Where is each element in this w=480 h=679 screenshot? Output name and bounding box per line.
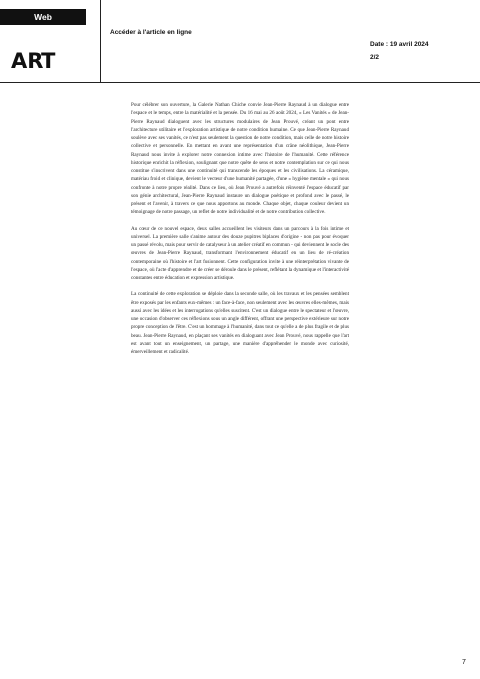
article-date: Date : 19 avril 2024 xyxy=(370,41,429,48)
logo-letter-a: A xyxy=(12,49,28,73)
header-vertical-divider xyxy=(100,0,101,82)
header-horizontal-divider xyxy=(0,82,480,83)
logo-letter-r: R xyxy=(27,49,43,73)
article-body xyxy=(131,101,349,364)
publication-logo xyxy=(12,51,56,72)
web-tag: Web xyxy=(0,9,86,25)
article-paragraph-3: La continuité de cette exploration se déploie dans la seconde salle, où les travaux et les pensées semblent être exposés par les enfants eux-mêmes : un face-à-face, non seulement avec les œuvres elles-mêmes, mais aussi avec les idées et les interrogations qu'elles suscitent. C'est un dialogue entre le spectateur et l'œuvre, une occasion d'observer ces réflexions sous un angle différent, offrant une perspective extérieure sur notre propre conception de l'être. C'est un hommage à l'humanité, dans tout ce qu'elle a de plus fragile et de plus beau. Jean-Pierre Raynaud, en plaçant ses vanités en dialoguant avec Jean Prouvé, nous rappelle que l'art est avant tout un enseignement, un partage, une manière d'appréhender le monde avec curiosité, émerveillement et radicalité. xyxy=(131,291,349,355)
article-paragraph-2: Au cœur de ce nouvel espace, deux salles accueillent les visiteurs dans un parcours à la fois intime et universel. La première salle s'anime autour des douze pupitres biplaces d'origine - non pas pour évoquer un passé révolu, mais pour servir de catalyseur à un atelier créatif en commun - qui deviennent le socle des œuvres de Jean-Pierre Raynaud, transformant l'environnement éducatif en un lieu de ré-création contemporaine où l'histoire et l'art fusionnent. Cette configuration invite à une réinterprétation vivante de l'espace, où l'acte d'apprendre et de créer se déroule dans le présent, reflétant la dynamique et l'interactivité constantes entre éducation et expression artistique. xyxy=(131,225,349,281)
page-number: 7 xyxy=(462,659,466,666)
page-counter: 2/2 xyxy=(370,54,380,61)
article-paragraph-1: Pour célébrer son ouverture, la Galerie Nathan Chiche convie Jean-Pierre Raynaud à un dialogue entre l'espace et le temps, entre la matérialité et la pensée. Du 16 mai au 26 août 2024, « Les Vanités » de Jean-Pierre Raynaud dialoguent avec les structures modulaires de Jean Prouvé, créant un pont entre l'architecture utilitaire et l'exploration artistique de notre condition humaine. Ce que Jean-Pierre Raynaud soulève avec ses vanités, ce n'est pas seulement la question de notre condition, mais celle de notre histoire collective et personnelle. En mettant en avant une représentation d'un crâne néolithique, Jean-Pierre Raynaud nous invite à explorer notre connexion intime avec l'histoire de l'humanité. Cette référence historique enrichit la réflexion, soulignant que notre quête de sens et notre contemplation sur ce qui nous constitue s'inscrivent dans une continuité qui transcende les époques et les civilisations. La céramique, matériau froid et clinique, devient le vecteur d'une humanité partagée, d'une « hygiène mentale » qui nous confronte à notre propre réalité. Dans ce lieu, où Jean Prouvé a autrefois réinventé l'espace éducatif par son génie architectural, Jean-Pierre Raynaud instaure un dialogue poétique et profond avec le passé, le présent et l'avenir, à travers ce que nous apportons au monde. Chaque objet, chaque couleur devient un témoignage de notre passage, un reflet de notre individualité et de notre contribution collective. xyxy=(131,102,349,216)
logo-letter-t: T xyxy=(42,49,56,73)
access-online-article-link[interactable]: Accéder à l'article en ligne xyxy=(110,29,192,36)
